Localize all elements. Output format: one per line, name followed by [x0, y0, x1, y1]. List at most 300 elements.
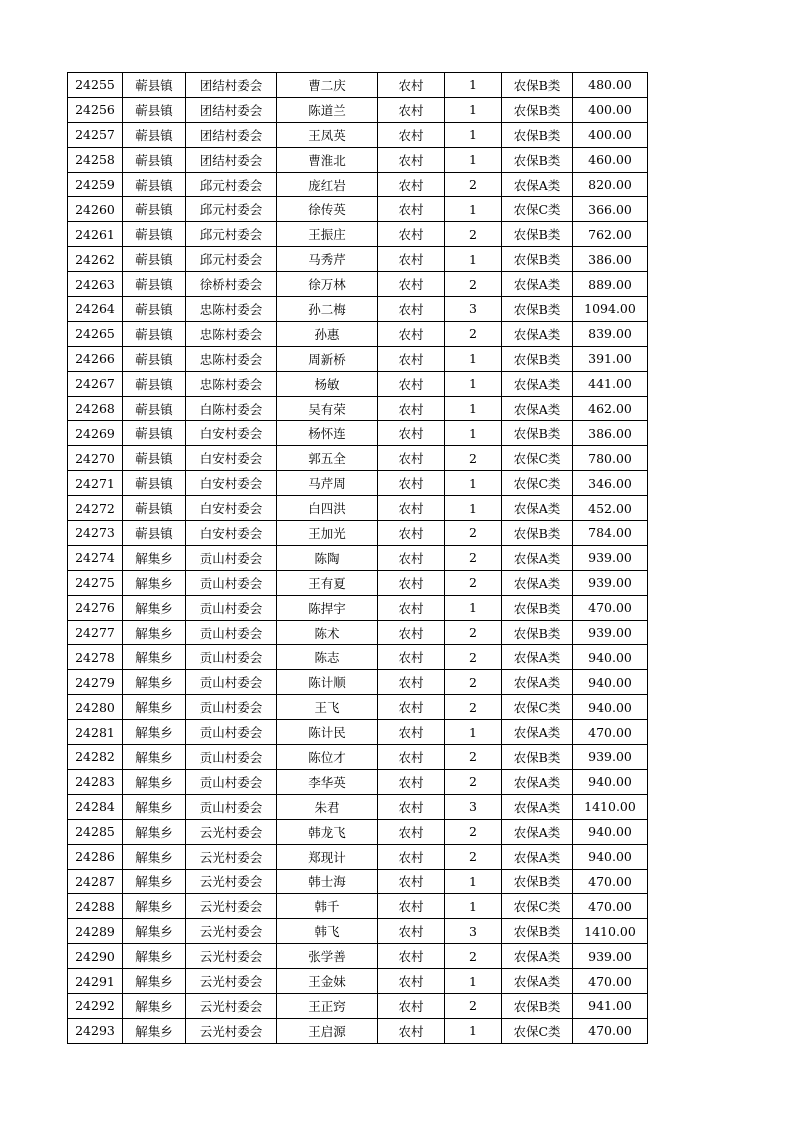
insurance-category-cell: 农保B类	[502, 147, 573, 172]
name-cell: 韩飞	[277, 919, 378, 944]
table-row	[68, 769, 648, 794]
amount-cell: 470.00	[573, 1018, 648, 1043]
insurance-category-cell: 农保A类	[502, 172, 573, 197]
name-cell: 陈术	[277, 620, 378, 645]
insurance-category-cell: 农保B类	[502, 297, 573, 322]
table-row	[68, 197, 648, 222]
person-count-cell: 1	[445, 720, 502, 745]
insurance-category-cell: 农保A类	[502, 819, 573, 844]
township-cell: 解集乡	[123, 794, 186, 819]
record-id-cell: 24291	[68, 969, 123, 994]
table-row	[68, 545, 648, 570]
township-cell: 解集乡	[123, 1018, 186, 1043]
table-row	[68, 993, 648, 1018]
name-cell: 徐传英	[277, 197, 378, 222]
person-count-cell: 1	[445, 869, 502, 894]
village-committee-cell: 忠陈村委会	[186, 297, 277, 322]
amount-cell: 441.00	[573, 371, 648, 396]
village-committee-cell: 云光村委会	[186, 894, 277, 919]
township-cell: 蕲县镇	[123, 73, 186, 98]
household-type-cell: 农村	[378, 969, 445, 994]
township-cell: 蕲县镇	[123, 496, 186, 521]
table-row	[68, 1018, 648, 1043]
insurance-category-cell: 农保A类	[502, 496, 573, 521]
record-id-cell: 24259	[68, 172, 123, 197]
person-count-cell: 3	[445, 297, 502, 322]
name-cell: 王飞	[277, 695, 378, 720]
township-cell: 蕲县镇	[123, 321, 186, 346]
insurance-category-cell: 农保A类	[502, 645, 573, 670]
table-row	[68, 471, 648, 496]
insurance-category-cell: 农保A类	[502, 844, 573, 869]
village-committee-cell: 贡山村委会	[186, 545, 277, 570]
village-committee-cell: 团结村委会	[186, 147, 277, 172]
person-count-cell: 1	[445, 421, 502, 446]
township-cell: 蕲县镇	[123, 421, 186, 446]
name-cell: 王正窍	[277, 993, 378, 1018]
township-cell: 解集乡	[123, 894, 186, 919]
village-committee-cell: 贡山村委会	[186, 645, 277, 670]
table-body	[68, 73, 648, 1044]
record-id-cell: 24265	[68, 321, 123, 346]
household-type-cell: 农村	[378, 819, 445, 844]
record-id-cell: 24287	[68, 869, 123, 894]
amount-cell: 780.00	[573, 446, 648, 471]
village-committee-cell: 贡山村委会	[186, 769, 277, 794]
township-cell: 解集乡	[123, 670, 186, 695]
amount-cell: 480.00	[573, 73, 648, 98]
person-count-cell: 1	[445, 73, 502, 98]
name-cell: 王有夏	[277, 570, 378, 595]
village-committee-cell: 云光村委会	[186, 869, 277, 894]
table-row	[68, 819, 648, 844]
name-cell: 陈捍宇	[277, 595, 378, 620]
household-type-cell: 农村	[378, 570, 445, 595]
township-cell: 蕲县镇	[123, 197, 186, 222]
amount-cell: 462.00	[573, 396, 648, 421]
amount-cell: 460.00	[573, 147, 648, 172]
name-cell: 庞红岩	[277, 172, 378, 197]
record-id-cell: 24262	[68, 247, 123, 272]
village-committee-cell: 云光村委会	[186, 993, 277, 1018]
household-type-cell: 农村	[378, 247, 445, 272]
table-row	[68, 396, 648, 421]
township-cell: 蕲县镇	[123, 346, 186, 371]
table-row	[68, 745, 648, 770]
person-count-cell: 1	[445, 471, 502, 496]
person-count-cell: 1	[445, 496, 502, 521]
village-committee-cell: 白安村委会	[186, 446, 277, 471]
name-cell: 王金妹	[277, 969, 378, 994]
village-committee-cell: 忠陈村委会	[186, 371, 277, 396]
record-id-cell: 24284	[68, 794, 123, 819]
table-row	[68, 620, 648, 645]
village-committee-cell: 团结村委会	[186, 97, 277, 122]
record-id-cell: 24255	[68, 73, 123, 98]
amount-cell: 1410.00	[573, 794, 648, 819]
village-committee-cell: 贡山村委会	[186, 595, 277, 620]
person-count-cell: 2	[445, 745, 502, 770]
village-committee-cell: 云光村委会	[186, 819, 277, 844]
record-id-cell: 24268	[68, 396, 123, 421]
person-count-cell: 2	[445, 670, 502, 695]
household-type-cell: 农村	[378, 645, 445, 670]
person-count-cell: 2	[445, 446, 502, 471]
table-row	[68, 321, 648, 346]
village-committee-cell: 云光村委会	[186, 944, 277, 969]
insurance-category-cell: 农保B类	[502, 521, 573, 546]
record-id-cell: 24272	[68, 496, 123, 521]
insurance-category-cell: 农保B类	[502, 993, 573, 1018]
insurance-category-cell: 农保C类	[502, 1018, 573, 1043]
amount-cell: 366.00	[573, 197, 648, 222]
record-id-cell: 24271	[68, 471, 123, 496]
household-type-cell: 农村	[378, 545, 445, 570]
person-count-cell: 2	[445, 521, 502, 546]
name-cell: 王凤英	[277, 122, 378, 147]
household-type-cell: 农村	[378, 695, 445, 720]
table-row	[68, 122, 648, 147]
insurance-category-cell: 农保A类	[502, 371, 573, 396]
village-committee-cell: 贡山村委会	[186, 670, 277, 695]
township-cell: 蕲县镇	[123, 97, 186, 122]
table-row	[68, 247, 648, 272]
person-count-cell: 1	[445, 122, 502, 147]
table-row	[68, 695, 648, 720]
amount-cell: 940.00	[573, 645, 648, 670]
name-cell: 张学善	[277, 944, 378, 969]
amount-cell: 346.00	[573, 471, 648, 496]
table-row	[68, 570, 648, 595]
household-type-cell: 农村	[378, 919, 445, 944]
insurance-category-cell: 农保C类	[502, 197, 573, 222]
township-cell: 蕲县镇	[123, 471, 186, 496]
amount-cell: 839.00	[573, 321, 648, 346]
record-id-cell: 24290	[68, 944, 123, 969]
household-type-cell: 农村	[378, 147, 445, 172]
township-cell: 解集乡	[123, 695, 186, 720]
amount-cell: 470.00	[573, 869, 648, 894]
household-type-cell: 农村	[378, 844, 445, 869]
village-committee-cell: 云光村委会	[186, 969, 277, 994]
township-cell: 解集乡	[123, 645, 186, 670]
table-row	[68, 869, 648, 894]
person-count-cell: 1	[445, 147, 502, 172]
village-committee-cell: 白陈村委会	[186, 396, 277, 421]
record-id-cell: 24293	[68, 1018, 123, 1043]
household-type-cell: 农村	[378, 446, 445, 471]
township-cell: 解集乡	[123, 944, 186, 969]
insurance-category-cell: 农保C类	[502, 471, 573, 496]
amount-cell: 470.00	[573, 720, 648, 745]
insurance-category-cell: 农保A类	[502, 670, 573, 695]
name-cell: 吴有荣	[277, 396, 378, 421]
name-cell: 马秀芹	[277, 247, 378, 272]
village-committee-cell: 邱元村委会	[186, 247, 277, 272]
name-cell: 陈陶	[277, 545, 378, 570]
amount-cell: 400.00	[573, 97, 648, 122]
person-count-cell: 1	[445, 396, 502, 421]
village-committee-cell: 徐桥村委会	[186, 272, 277, 297]
village-committee-cell: 邱元村委会	[186, 172, 277, 197]
name-cell: 曹淮北	[277, 147, 378, 172]
village-committee-cell: 贡山村委会	[186, 570, 277, 595]
record-id-cell: 24258	[68, 147, 123, 172]
household-type-cell: 农村	[378, 745, 445, 770]
household-type-cell: 农村	[378, 172, 445, 197]
township-cell: 蕲县镇	[123, 521, 186, 546]
record-id-cell: 24278	[68, 645, 123, 670]
amount-cell: 386.00	[573, 421, 648, 446]
name-cell: 陈道兰	[277, 97, 378, 122]
table-row	[68, 969, 648, 994]
insurance-category-cell: 农保C类	[502, 894, 573, 919]
table-row	[68, 645, 648, 670]
township-cell: 解集乡	[123, 969, 186, 994]
amount-cell: 889.00	[573, 272, 648, 297]
township-cell: 解集乡	[123, 993, 186, 1018]
amount-cell: 940.00	[573, 695, 648, 720]
township-cell: 蕲县镇	[123, 272, 186, 297]
table-row	[68, 147, 648, 172]
insurance-category-cell: 农保B类	[502, 222, 573, 247]
township-cell: 蕲县镇	[123, 396, 186, 421]
amount-cell: 400.00	[573, 122, 648, 147]
insurance-category-cell: 农保A类	[502, 969, 573, 994]
insurance-category-cell: 农保B类	[502, 122, 573, 147]
insurance-category-cell: 农保B类	[502, 247, 573, 272]
table-row	[68, 297, 648, 322]
person-count-cell: 1	[445, 346, 502, 371]
household-type-cell: 农村	[378, 794, 445, 819]
record-id-cell: 24275	[68, 570, 123, 595]
table-row	[68, 521, 648, 546]
person-count-cell: 2	[445, 944, 502, 969]
table-row	[68, 97, 648, 122]
township-cell: 解集乡	[123, 745, 186, 770]
village-committee-cell: 云光村委会	[186, 919, 277, 944]
household-type-cell: 农村	[378, 97, 445, 122]
insurance-category-cell: 农保A类	[502, 794, 573, 819]
village-committee-cell: 白安村委会	[186, 471, 277, 496]
name-cell: 韩千	[277, 894, 378, 919]
township-cell: 解集乡	[123, 769, 186, 794]
record-id-cell: 24257	[68, 122, 123, 147]
township-cell: 蕲县镇	[123, 371, 186, 396]
insurance-category-cell: 农保C类	[502, 446, 573, 471]
household-type-cell: 农村	[378, 944, 445, 969]
table-row	[68, 346, 648, 371]
record-id-cell: 24263	[68, 272, 123, 297]
name-cell: 郭五全	[277, 446, 378, 471]
name-cell: 白四洪	[277, 496, 378, 521]
person-count-cell: 3	[445, 919, 502, 944]
record-id-cell: 24266	[68, 346, 123, 371]
record-id-cell: 24264	[68, 297, 123, 322]
village-committee-cell: 贡山村委会	[186, 745, 277, 770]
household-type-cell: 农村	[378, 1018, 445, 1043]
name-cell: 陈计民	[277, 720, 378, 745]
person-count-cell: 2	[445, 993, 502, 1018]
record-id-cell: 24285	[68, 819, 123, 844]
insurance-category-cell: 农保B类	[502, 421, 573, 446]
record-id-cell: 24261	[68, 222, 123, 247]
amount-cell: 470.00	[573, 894, 648, 919]
village-committee-cell: 云光村委会	[186, 844, 277, 869]
amount-cell: 940.00	[573, 670, 648, 695]
insurance-category-cell: 农保B类	[502, 595, 573, 620]
record-id-cell: 24282	[68, 745, 123, 770]
person-count-cell: 2	[445, 620, 502, 645]
record-id-cell: 24260	[68, 197, 123, 222]
record-id-cell: 24286	[68, 844, 123, 869]
township-cell: 解集乡	[123, 545, 186, 570]
amount-cell: 470.00	[573, 595, 648, 620]
person-count-cell: 2	[445, 321, 502, 346]
table-row	[68, 73, 648, 98]
amount-cell: 940.00	[573, 819, 648, 844]
person-count-cell: 1	[445, 371, 502, 396]
amount-cell: 762.00	[573, 222, 648, 247]
household-type-cell: 农村	[378, 122, 445, 147]
insurance-category-cell: 农保A类	[502, 396, 573, 421]
village-committee-cell: 忠陈村委会	[186, 346, 277, 371]
village-committee-cell: 白安村委会	[186, 496, 277, 521]
table-row	[68, 720, 648, 745]
insurance-category-cell: 农保B类	[502, 919, 573, 944]
table-row	[68, 670, 648, 695]
records-table	[67, 72, 648, 1044]
name-cell: 陈位才	[277, 745, 378, 770]
person-count-cell: 1	[445, 595, 502, 620]
person-count-cell: 3	[445, 794, 502, 819]
name-cell: 陈志	[277, 645, 378, 670]
household-type-cell: 农村	[378, 769, 445, 794]
person-count-cell: 2	[445, 645, 502, 670]
record-id-cell: 24270	[68, 446, 123, 471]
household-type-cell: 农村	[378, 620, 445, 645]
household-type-cell: 农村	[378, 869, 445, 894]
name-cell: 朱君	[277, 794, 378, 819]
amount-cell: 386.00	[573, 247, 648, 272]
person-count-cell: 1	[445, 247, 502, 272]
table-row	[68, 272, 648, 297]
village-committee-cell: 贡山村委会	[186, 620, 277, 645]
name-cell: 马芹周	[277, 471, 378, 496]
household-type-cell: 农村	[378, 222, 445, 247]
village-committee-cell: 邱元村委会	[186, 197, 277, 222]
record-id-cell: 24289	[68, 919, 123, 944]
name-cell: 王振庄	[277, 222, 378, 247]
insurance-category-cell: 农保B类	[502, 745, 573, 770]
record-id-cell: 24292	[68, 993, 123, 1018]
amount-cell: 939.00	[573, 745, 648, 770]
person-count-cell: 2	[445, 844, 502, 869]
township-cell: 解集乡	[123, 819, 186, 844]
township-cell: 解集乡	[123, 720, 186, 745]
insurance-category-cell: 农保A类	[502, 321, 573, 346]
township-cell: 解集乡	[123, 844, 186, 869]
record-id-cell: 24267	[68, 371, 123, 396]
name-cell: 陈计顺	[277, 670, 378, 695]
household-type-cell: 农村	[378, 73, 445, 98]
name-cell: 韩龙飞	[277, 819, 378, 844]
record-id-cell: 24273	[68, 521, 123, 546]
insurance-category-cell: 农保B类	[502, 346, 573, 371]
table-row	[68, 844, 648, 869]
insurance-category-cell: 农保B类	[502, 620, 573, 645]
person-count-cell: 2	[445, 545, 502, 570]
household-type-cell: 农村	[378, 670, 445, 695]
village-committee-cell: 云光村委会	[186, 1018, 277, 1043]
household-type-cell: 农村	[378, 421, 445, 446]
name-cell: 韩士海	[277, 869, 378, 894]
township-cell: 蕲县镇	[123, 297, 186, 322]
person-count-cell: 1	[445, 97, 502, 122]
insurance-category-cell: 农保A类	[502, 944, 573, 969]
household-type-cell: 农村	[378, 471, 445, 496]
person-count-cell: 1	[445, 197, 502, 222]
village-committee-cell: 团结村委会	[186, 122, 277, 147]
name-cell: 王加光	[277, 521, 378, 546]
village-committee-cell: 忠陈村委会	[186, 321, 277, 346]
household-type-cell: 农村	[378, 496, 445, 521]
person-count-cell: 2	[445, 769, 502, 794]
amount-cell: 939.00	[573, 570, 648, 595]
person-count-cell: 2	[445, 172, 502, 197]
household-type-cell: 农村	[378, 521, 445, 546]
village-committee-cell: 白安村委会	[186, 421, 277, 446]
household-type-cell: 农村	[378, 297, 445, 322]
insurance-category-cell: 农保A类	[502, 272, 573, 297]
amount-cell: 939.00	[573, 620, 648, 645]
record-id-cell: 24279	[68, 670, 123, 695]
table-row	[68, 222, 648, 247]
township-cell: 蕲县镇	[123, 222, 186, 247]
township-cell: 蕲县镇	[123, 147, 186, 172]
name-cell: 曹二庆	[277, 73, 378, 98]
person-count-cell: 2	[445, 222, 502, 247]
township-cell: 蕲县镇	[123, 446, 186, 471]
insurance-category-cell: 农保B类	[502, 73, 573, 98]
amount-cell: 784.00	[573, 521, 648, 546]
name-cell: 李华英	[277, 769, 378, 794]
household-type-cell: 农村	[378, 595, 445, 620]
household-type-cell: 农村	[378, 371, 445, 396]
amount-cell: 1094.00	[573, 297, 648, 322]
amount-cell: 820.00	[573, 172, 648, 197]
table-row	[68, 371, 648, 396]
household-type-cell: 农村	[378, 346, 445, 371]
amount-cell: 940.00	[573, 769, 648, 794]
village-committee-cell: 白安村委会	[186, 521, 277, 546]
household-type-cell: 农村	[378, 993, 445, 1018]
table-row	[68, 172, 648, 197]
name-cell: 孙二梅	[277, 297, 378, 322]
record-id-cell: 24280	[68, 695, 123, 720]
insurance-category-cell: 农保A类	[502, 570, 573, 595]
household-type-cell: 农村	[378, 272, 445, 297]
village-committee-cell: 贡山村委会	[186, 794, 277, 819]
person-count-cell: 1	[445, 894, 502, 919]
insurance-category-cell: 农保B类	[502, 869, 573, 894]
amount-cell: 470.00	[573, 969, 648, 994]
township-cell: 解集乡	[123, 620, 186, 645]
township-cell: 解集乡	[123, 919, 186, 944]
village-committee-cell: 邱元村委会	[186, 222, 277, 247]
amount-cell: 939.00	[573, 545, 648, 570]
table-row	[68, 446, 648, 471]
